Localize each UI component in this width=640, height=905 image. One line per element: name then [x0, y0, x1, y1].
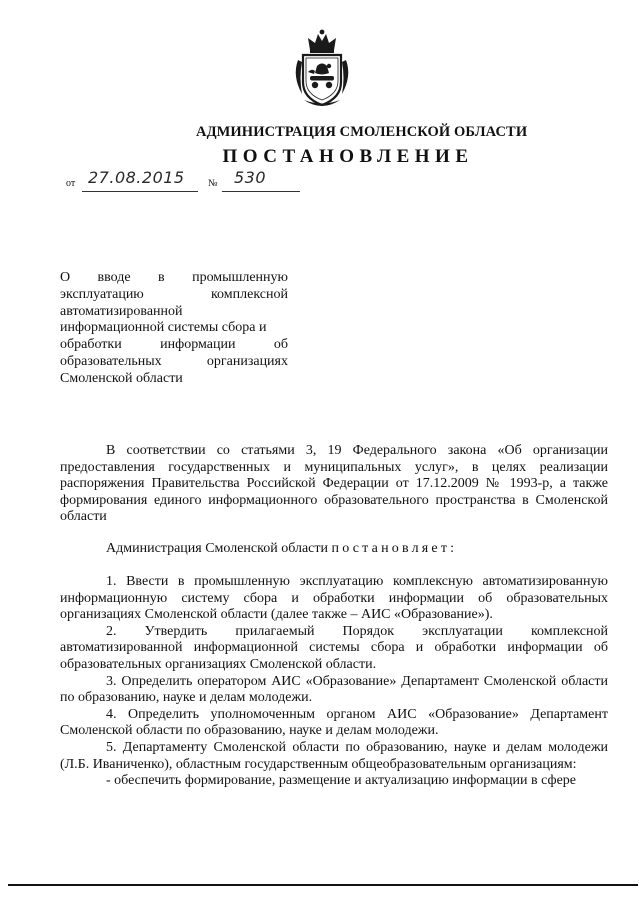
- subject-line: автоматизированной: [60, 303, 183, 319]
- subject-line: информационной системы сбора и: [60, 320, 267, 336]
- subject-line: образовательных организациях: [60, 353, 288, 369]
- clause-item: - обеспечить формирование, размещение и актуализацию информации в сфере: [106, 773, 576, 789]
- document-subject: [60, 270, 288, 388]
- clause-item: 4. Определить уполномоченным органом АИС «Образование» Департамент Смоленской области по образованию, науке и делам молодежи.: [60, 706, 608, 739]
- number-underline: [222, 191, 300, 192]
- coat-of-arms-icon: [290, 28, 354, 110]
- subject-line: эксплуатацию комплексной: [60, 286, 288, 302]
- number-label: №: [208, 178, 218, 189]
- resolve-prefix: Администрация Смоленской области: [106, 541, 329, 556]
- clause-item: 1. Ввести в промышленную эксплуатацию комплексную автоматизированную информационную систему сбора и обработки информации об образовательных организациях Смоленской области (далее также – АИС «Образование»).: [60, 574, 608, 623]
- clause-item: 5. Департаменту Смоленской области по образованию, науке и делам молодежи (Л.Б. Иваниченко), областным государственным общеобразовательным организациям:: [60, 739, 608, 772]
- resolve-line: [60, 541, 608, 558]
- subject-line: обработки информации об: [60, 337, 288, 353]
- subject-line: Смоленской области: [60, 370, 183, 386]
- subject-line: О вводе в промышленную: [60, 270, 288, 285]
- date-number-line: [66, 168, 306, 192]
- issuing-authority: АДМИНИСТРАЦИЯ СМОЛЕНСКОЙ ОБЛАСТИ: [196, 124, 528, 140]
- clause-item: 3. Определить оператором АИС «Образование» Департамент Смоленской области по образованию, науке и делам молодежи.: [60, 673, 608, 706]
- clauses: [60, 574, 608, 790]
- document-type-title: ПОСТАНОВЛЕНИЕ: [222, 146, 474, 167]
- preamble: [60, 443, 608, 526]
- preamble-text: В соответствии со статьями 3, 19 Федерального закона «Об организации предоставления государственных и муниципальных услуг», в целях реализации распоряжения Правительства Российской Федерации от 17.12.2009 № 1993-р, а также формирования единого информационного образовательного пространства в Смоленской области: [60, 443, 608, 525]
- date-underline: [82, 191, 198, 192]
- date-label: от: [66, 178, 76, 189]
- number-handwritten: 530: [234, 168, 267, 187]
- clause-item: 2. Утвердить прилагаемый Порядок эксплуатации комплексной автоматизированной информационной системы сбора и обработки информации об образовательных организациях Смоленской области.: [60, 623, 608, 672]
- date-handwritten: 27.08.2015: [88, 168, 185, 187]
- scan-bottom-border: [8, 884, 638, 886]
- resolve-word: постановляет:: [331, 541, 458, 556]
